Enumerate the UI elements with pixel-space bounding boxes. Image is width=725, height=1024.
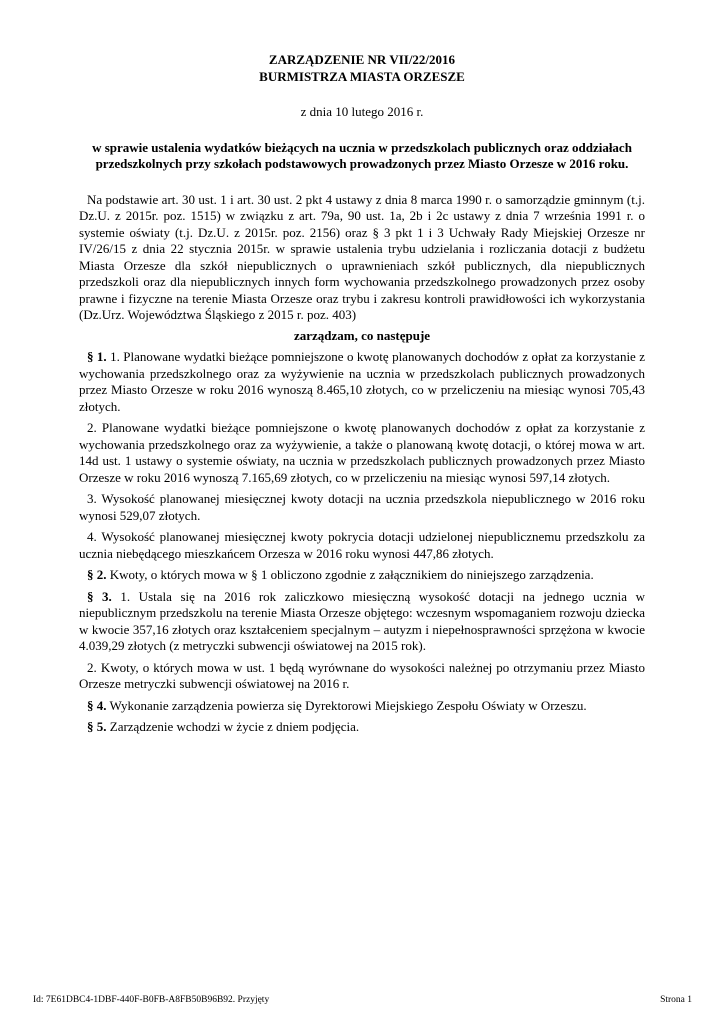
paragraph-1-item-1	[79, 349, 645, 415]
paragraph-5	[79, 719, 645, 736]
paragraph-4	[79, 698, 645, 715]
paragraph-text: 2. Kwoty, o których mowa w ust. 1 będą wyrównane do wysokości należnej po otrzymaniu przez Miasto Orzesze metryczki subwencji oświatowej na 2016 r.	[79, 659, 645, 691]
paragraph-text: 1. Ustala się na 2016 rok zaliczkowo miesięczną wysokość dotacji na jednego ucznia w niepublicznym przedszkolu na terenie Miasta Orzesze objętego: wczesnym wspomaganiem rozwoju dziecka w kwocie 357,16 złotych oraz kształceniem specjalnym – autyzm i niepełnosprawności sprzężona w kwocie 4.039,29 złotych (z metryczki subwencji oświatowej na 2015 rok).	[79, 588, 645, 653]
paragraph-text: Kwoty, o których mowa w § 1 obliczono zgodnie z załącznikiem do niniejszego zarządzenia.	[106, 567, 594, 582]
paragraph-text: Zarządzenie wchodzi w życie z dniem podjęcia.	[106, 719, 360, 734]
section-marker: § 5.	[87, 719, 107, 734]
document-subject: w sprawie ustalenia wydatków bieżących na ucznia w przedszkolach publicznych oraz oddziałach przedszkolnych przy szkołach podstawowych prowadzonych przez Miasto Orzesze w 2016 roku.	[92, 139, 632, 171]
document-id: Id: 7E61DBC4-1DBF-440F-B0FB-A8FB50B96B92. Przyjęty	[33, 995, 270, 1005]
page-footer	[33, 994, 692, 1006]
decree-heading: zarządzam, co następuje	[293, 327, 431, 343]
title-line-1: ZARZĄDZENIE NR VII/22/2016	[268, 52, 456, 67]
paragraph-text: 1. Planowane wydatki bieżące pomniejszone o kwotę planowanych dochodów z opłat za korzystanie z wychowania przedszkolnego oraz za wyżywienie na ucznia w przedszkolach publicznych prowadzonych przez Miasto Orzesze w roku 2016 wynoszą 8.465,10 złotych, co w przeliczeniu na miesiąc wynosi 705,43 złotych.	[79, 349, 646, 414]
paragraph-text: 2. Planowane wydatki bieżące pomniejszone o kwotę planowanych dochodów z opłat za korzystanie z wychowania przedszkolnego oraz za wyżywienie, a także o planowaną kwotę dotacji, o której mowa w art. 14d ust. 1 ustawy o systemie oświaty, na ucznia w przedszkolach publicznych prowadzonych przez Miasto Orzesze w roku 2016 wynoszą 7.165,69 złotych, co w przeliczeniu na miesiąc wynosi 597,14 złotych.	[79, 420, 645, 485]
section-marker: § 1.	[87, 349, 107, 364]
paragraph-1-item-4	[79, 529, 645, 562]
section-marker: § 3.	[87, 588, 112, 604]
paragraph-text: 3. Wysokość planowanej miesięcznej kwoty dotacji na ucznia przedszkola niepublicznego w 2016 roku wynosi 529,07 złotych.	[79, 491, 645, 523]
paragraph-3-item-1	[79, 589, 645, 655]
title-line-2: BURMISTRZA MIASTA ORZESZE	[259, 68, 465, 84]
paragraph-text: 4. Wysokość planowanej miesięcznej kwoty pokrycia dotacji udzielonej niepublicznemu przedszkolu za ucznia niebędącego mieszkańcem Orzesza w 2016 roku wynosi 447,86 złotych.	[79, 529, 645, 561]
paragraph-3-item-2	[79, 660, 645, 693]
section-marker: § 4.	[87, 697, 107, 713]
document-date: z dnia 10 lutego 2016 r.	[300, 104, 424, 119]
paragraph-2	[79, 567, 645, 584]
legal-basis-preamble: Na podstawie art. 30 ust. 1 i art. 30 ust. 2 pkt 4 ustawy z dnia 8 marca 1990 r. o samorządzie gminnym (t.j. Dz.U. z 2015r. poz. 1515) w związku z art. 79a, 90 ust. 1a, 2b i 2c ustawy z dnia 7 września 1991 r. o systemie oświaty (t.j. Dz.U. z 2015r. poz. 2156) oraz § 3 pkt 1 i 3 Uchwały Rady Miejskiej Orzesze nr IV/26/15 z dnia 22 stycznia 2015r. w sprawie ustalenia trybu udzielania i rozliczania dotacji z budżetu Miasta Orzesze dla szkół niepublicznych o uprawnieniach szkół publicznych, dla niepublicznych przedszkoli oraz dla niepublicznych innych form wychowania przedszkolnego prowadzonych przez osoby prawne i fizyczne na terenie Miasta Orzesze oraz trybu i zakresu kontroli prawidłowości ich wykorzystania (Dz.Urz. Województwa Śląskiego z 2015 r. poz. 403)	[79, 191, 645, 322]
document-page	[79, 52, 645, 736]
paragraph-text: Wykonanie zarządzenia powierza się Dyrektorowi Miejskiego Zespołu Oświaty w Orzeszu.	[106, 697, 587, 713]
paragraph-1-item-3	[79, 491, 645, 524]
page-number: Strona 1	[660, 995, 692, 1005]
document-title	[79, 52, 645, 85]
paragraph-1-item-2	[79, 420, 645, 486]
section-marker: § 2.	[87, 567, 107, 582]
